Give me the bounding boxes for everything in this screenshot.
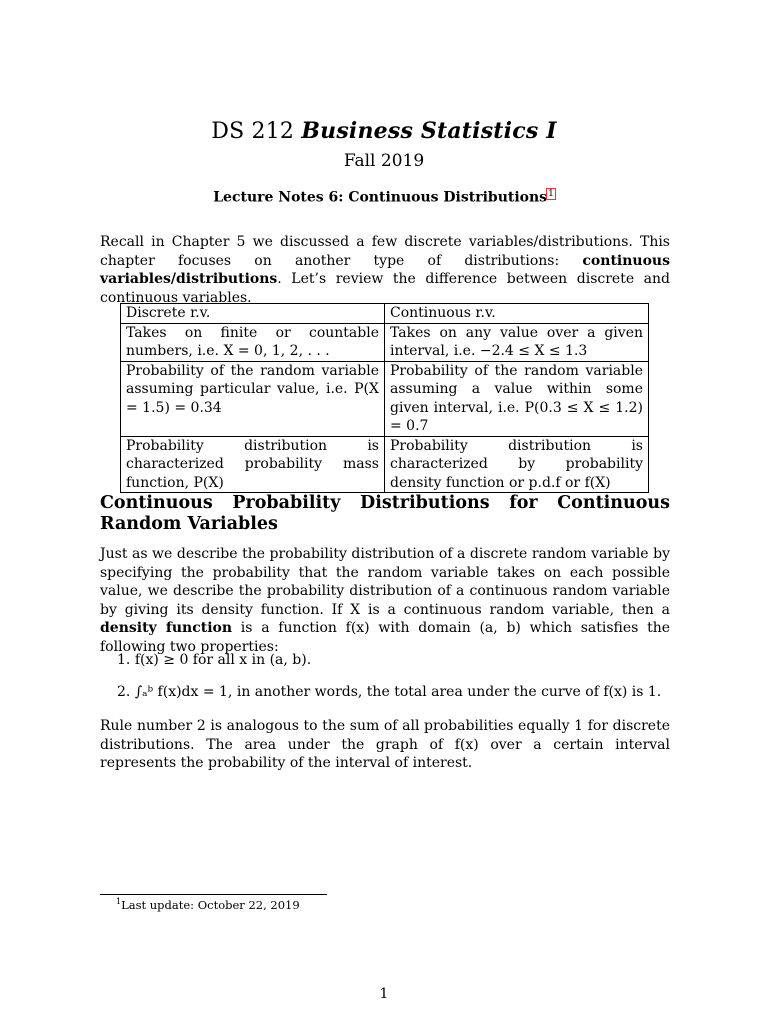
intro-paragraph xyxy=(100,233,670,307)
lecture-title-text: Lecture Notes 6: Continuous Distributions xyxy=(213,189,548,206)
section-text: Just as we describe the probability distribution of a discrete random variable by specifying the probability that the random variable takes on each possible value, we describe the probability distribution of a continuous random variable by giving its density function. If X is a continuous random variable, then a xyxy=(100,546,670,618)
term: Fall 2019 xyxy=(343,151,425,171)
course-code: DS 212 xyxy=(211,119,295,144)
table-header-cell: Continuous r.v. xyxy=(385,304,649,324)
footnote-divider xyxy=(100,894,327,895)
document-title xyxy=(0,118,768,144)
table-cell: Probability of the random variable assuming particular value, i.e. P(X = 1.5) = 0.34 xyxy=(121,361,385,436)
list-number: 1. xyxy=(117,652,131,668)
table-cell: Takes on any value over a given interval, i.e. −2.4 ≤ X ≤ 1.3 xyxy=(385,323,649,361)
intro-text-end: . Let’s review the difference between discrete and continuous variables. xyxy=(100,271,670,306)
section-heading: Continuous Probability Distributions for Continuous Random Variables xyxy=(100,493,670,534)
table-header-cell: Discrete r.v. xyxy=(121,304,385,324)
table-cell: Takes on finite or countable numbers, i.e. X = 0, 1, 2, . . . xyxy=(121,323,385,361)
footnote-text: Last update: October 22, 2019 xyxy=(121,897,300,912)
footnote xyxy=(116,897,300,912)
course-name: Business Statistics I xyxy=(301,118,557,144)
list-item xyxy=(117,652,311,668)
list-text: f(x) ≥ 0 for all x in (a, b). xyxy=(134,652,312,668)
intro-text: Recall in Chapter 5 we discussed a few discrete variables/distributions. This chapter focuses on another type of distributions: xyxy=(100,234,670,269)
table-cell: Probability distribution is characterized by probability density function or p.d.f or f(X) xyxy=(385,436,649,493)
lecture-title xyxy=(0,189,768,206)
section-text-end: is a function f(x) with domain (a, b) which satisfies the following two properties: xyxy=(100,620,671,655)
intro-bold-text: continuous variables/distributions xyxy=(100,252,670,287)
table-row xyxy=(121,361,649,436)
table-row xyxy=(121,436,649,493)
page-number: 1 xyxy=(379,986,389,1002)
footnote-mark: 1 xyxy=(116,897,122,906)
table-row xyxy=(121,323,649,361)
section-paragraph xyxy=(100,545,670,656)
footnote-link[interactable]: 1 xyxy=(548,189,554,199)
closing-paragraph: Rule number 2 is analogous to the sum of all probabilities equally 1 for discrete distributions. The area under the graph of f(x) over a certain interval represents the probability of the interval of interest. xyxy=(100,718,670,771)
list-text: ∫ₐᵇ f(x)dx = 1, in another words, the total area under the curve of f(x) is 1. xyxy=(134,684,662,700)
list-number: 2. xyxy=(117,684,131,700)
table-cell: Probability of the random variable assuming a value within some given interval, i.e. P(0.3 ≤ X ≤ 1.2) = 0.7 xyxy=(385,361,649,436)
table-header-row xyxy=(121,304,649,324)
section-bold-text: density function xyxy=(100,620,233,636)
list-item xyxy=(117,684,661,700)
table-cell: Probability distribution is characterized probability mass function, P(X) xyxy=(121,436,385,493)
comparison-table xyxy=(120,303,649,493)
